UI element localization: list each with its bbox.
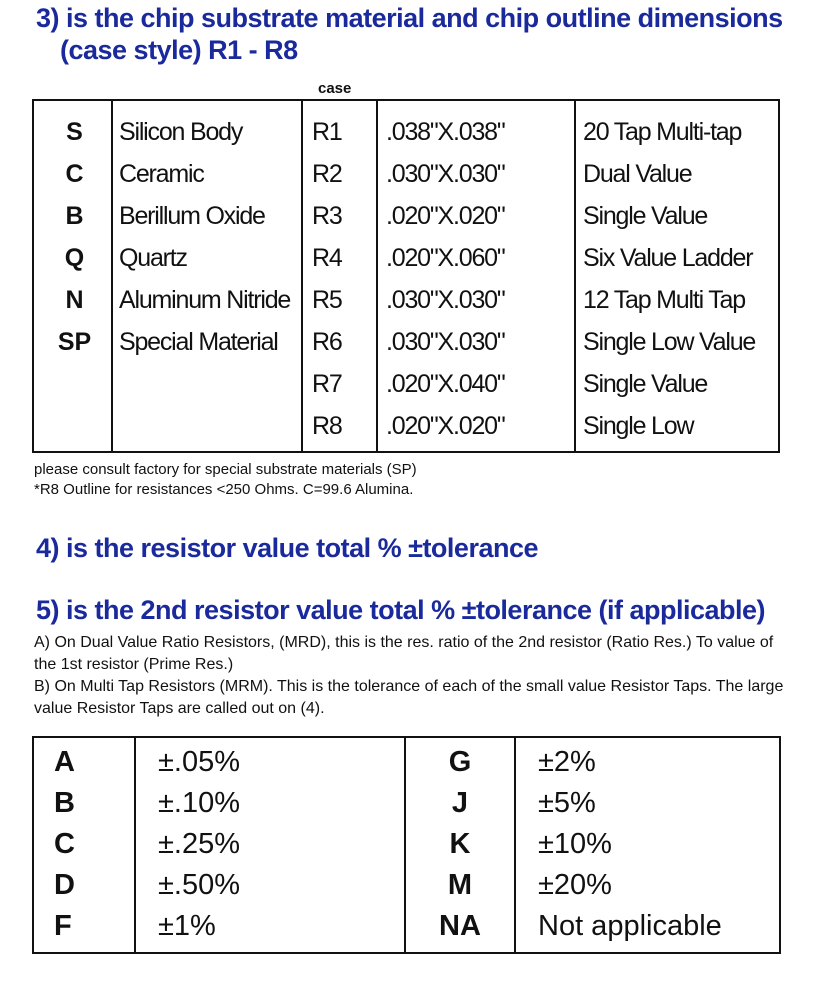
case-description: Single Low Value — [583, 328, 756, 356]
substrate-note: please consult factory for special substrate materials (SP) — [34, 461, 417, 478]
case-style: R8 — [312, 412, 342, 440]
tolerance-code: NA — [439, 910, 481, 942]
tolerance-value: ±5% — [538, 787, 596, 819]
tolerance-code: F — [54, 910, 72, 942]
tolerance-table — [32, 736, 781, 954]
substrate-material-column — [111, 101, 301, 451]
substrate-code: SP — [57, 328, 92, 356]
case-column-label: case — [318, 80, 352, 97]
r8-outline-note: *R8 Outline for resistances <250 Ohms. C=99.6 Alumina. — [34, 481, 414, 498]
substrate-code-column — [34, 101, 111, 451]
case-description: Single Value — [583, 202, 708, 230]
case-description: Single Low — [583, 412, 694, 440]
tolerance-code-column-left — [34, 738, 134, 952]
chip-dimension: .020"X.020" — [386, 202, 505, 230]
case-style: R4 — [312, 244, 342, 272]
substrate-material: Aluminum Nitride — [119, 286, 291, 314]
tolerance-code: K — [449, 828, 471, 860]
tolerance-value-column-left — [134, 738, 404, 952]
chip-dimension: .038"X.038" — [386, 118, 505, 146]
substrate-code: B — [65, 202, 84, 230]
substrate-table — [32, 99, 780, 453]
case-description: Six Value Ladder — [583, 244, 753, 272]
dimension-column — [376, 101, 574, 451]
section4-title: 4) is the resistor value total % ±tolerance — [36, 533, 538, 563]
substrate-material: Special Material — [119, 328, 278, 356]
substrate-material: Berillum Oxide — [119, 202, 265, 230]
tolerance-code: C — [54, 828, 75, 860]
tolerance-value-column-right — [514, 738, 779, 952]
tolerance-value: ±10% — [538, 828, 612, 860]
case-description: 20 Tap Multi-tap — [583, 118, 742, 146]
tolerance-value: ±1% — [158, 910, 216, 942]
tolerance-value: ±.50% — [158, 869, 241, 901]
substrate-code: N — [65, 286, 84, 314]
dual-value-paragraph: A) On Dual Value Ratio Resistors, (MRD), this is the res. ratio of the 2nd resistor (Ratio Res.) To value of the 1st resistor (Prime Res.) — [34, 634, 774, 673]
case-style: R1 — [312, 118, 342, 146]
chip-dimension: .020"X.040" — [386, 370, 505, 398]
tolerance-value: Not applicable — [538, 910, 722, 942]
substrate-code: S — [66, 118, 83, 146]
tolerance-code: A — [54, 746, 75, 778]
substrate-material: Silicon Body — [119, 118, 243, 146]
case-style: R6 — [312, 328, 342, 356]
chip-dimension: .020"X.060" — [386, 244, 505, 272]
case-style: R2 — [312, 160, 342, 188]
tolerance-code: G — [448, 746, 472, 778]
substrate-material: Ceramic — [119, 160, 204, 188]
case-description: 12 Tap Multi Tap — [583, 286, 745, 314]
tolerance-code: B — [54, 787, 75, 819]
chip-dimension: .020"X.020" — [386, 412, 505, 440]
tolerance-value: ±.10% — [158, 787, 241, 819]
tolerance-code: M — [447, 869, 473, 901]
case-description: Single Value — [583, 370, 708, 398]
tolerance-value: ±.25% — [158, 828, 241, 860]
case-style: R5 — [312, 286, 342, 314]
multi-tap-paragraph: B) On Multi Tap Resistors (MRM). This is the tolerance of each of the small value Resistor Taps. The large value Resistor Taps are called out on (4). — [34, 678, 784, 717]
case-style: R7 — [312, 370, 342, 398]
substrate-material: Quartz — [119, 244, 187, 272]
tolerance-code: D — [54, 869, 75, 901]
chip-dimension: .030"X.030" — [386, 286, 505, 314]
section5-title: 5) is the 2nd resistor value total % ±tolerance (if applicable) — [36, 595, 766, 625]
tolerance-code: J — [451, 787, 469, 819]
section3-title-line2: (case style) R1 - R8 — [60, 35, 298, 65]
section3-title-line1: 3) is the chip substrate material and chip outline dimensions — [36, 3, 783, 33]
tolerance-value: ±2% — [538, 746, 596, 778]
section3-title — [36, 2, 796, 66]
substrate-code: Q — [64, 244, 85, 272]
tolerance-code-column-right — [404, 738, 514, 952]
case-description: Dual Value — [583, 160, 692, 188]
case-style-column — [301, 101, 376, 451]
substrate-code: C — [65, 160, 84, 188]
chip-dimension: .030"X.030" — [386, 328, 505, 356]
description-column — [574, 101, 778, 451]
case-style: R3 — [312, 202, 342, 230]
tolerance-value: ±20% — [538, 869, 612, 901]
tolerance-value: ±.05% — [158, 746, 241, 778]
chip-dimension: .030"X.030" — [386, 160, 505, 188]
